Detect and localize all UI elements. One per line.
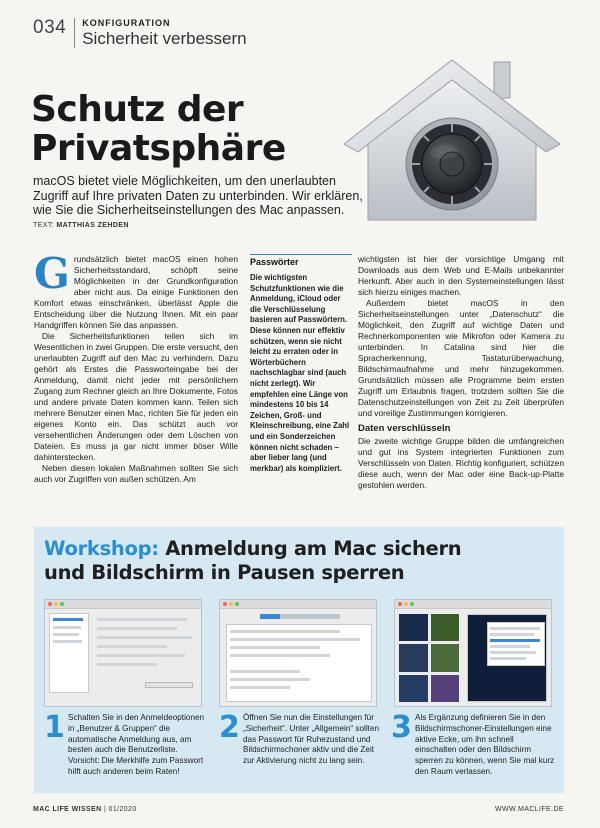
option-row bbox=[230, 670, 300, 673]
window-titlebar bbox=[45, 600, 201, 609]
footer-magazine: MAC LIFE WISSEN bbox=[33, 806, 102, 813]
selected-user-row bbox=[53, 618, 83, 621]
window-titlebar bbox=[220, 600, 376, 609]
zoom-dot-icon bbox=[60, 602, 64, 606]
header-section-block bbox=[82, 18, 246, 48]
option-row bbox=[97, 663, 157, 666]
col3-paragraph-1: wichtigsten ist hier der vorsichtige Umgang mit Downloads aus dem Web und E-Mails unbekannter Herkunft. Aber auch in den Systemeinstellungen lässt sich hierzu einiges machen. bbox=[358, 254, 564, 297]
workshop-title bbox=[44, 537, 461, 585]
zoom-dot-icon bbox=[410, 602, 414, 606]
option-row bbox=[230, 638, 360, 641]
option-row bbox=[230, 654, 330, 657]
thumbnail bbox=[399, 614, 428, 641]
col1-paragraph-1: rundsätzlich bietet macOS einen hohen Sicherheitsstandard, schöpft seine Möglichkeiten in der Grundkonfiguration aber nicht aus. Da einige Funktionen den Komfort etwas einschränken, überlässt Apple die Entscheidung über die Nutzung Ihnen. Mit ein paar Handgriffen können Sie das anpassen. bbox=[34, 254, 238, 330]
user-row bbox=[53, 640, 82, 643]
close-dot-icon bbox=[398, 602, 402, 606]
step-text: Schalten Sie in den Anmeldeoptionen in „Benutzer & Gruppen“ die automatische Anmeldung aus, am besten auch die Benutzerliste. Vorsicht: Die Merkhilfe zum Passwort hilft auch anderen beim Raten! bbox=[68, 713, 205, 776]
option-row bbox=[230, 646, 320, 649]
step-text: Als Ergänzung definieren Sie in den Bildschirmschoner-Einstellungen eine aktive Ecke, um ihn schnell einschalten oder den Bildschirm sperren zu können, wenn Sie mal kurz den Raum verlassen. bbox=[415, 713, 555, 776]
author-name: MATTHIAS ZEHDEN bbox=[56, 222, 129, 229]
subsection-label: Sicherheit verbessern bbox=[82, 29, 247, 48]
settings-pane bbox=[226, 624, 372, 702]
menu-row bbox=[490, 627, 540, 630]
sidebar-text: Die wichtigsten Schutzfunktionen wie die Anmeldung, iCloud oder die Verschlüsselung basieren auf Passwörtern. Diese können nur effektiv schützen, wenn sie nicht leicht zu erraten oder in Wörterbüchern nachschlagbar sind (auch nicht zerlegt). Wir empfehlen eine Länge von mindestens 10 bis 14 Zeichen, Groß- und Kleinschreibung, eine Zahl und ein Sonderzeichen können nicht schaden – aber lieber lang (und merkbar) als kompliziert. bbox=[250, 273, 350, 473]
col3-paragraph-2: Außerdem bietet macOS in den Sicherheitseinstellungen unter „Datenschutz“ die Möglichkeit, den Zugriff auf wichtige Daten und Rechnerkomponenten wie Mikrofon oder Kamera zu unterbinden. In Catalina sind hier die Spracherkennung, Tastaturüberwachung, Bildschirmaufnahme und mehr hinzugekommen. Grundsätzlich müssen alle Programme beim ersten Zugriff um Erlaubnis fragen, trotzdem sollten Sie die Datenschutzeinstellungen von Zeit zu Zeit überprüfen und voreilige Zustimmungen korrigieren. bbox=[358, 298, 564, 418]
thumbnail bbox=[431, 614, 460, 641]
col3-heading: Daten verschlüsseln bbox=[358, 423, 451, 434]
option-row bbox=[97, 627, 177, 630]
author-line bbox=[33, 222, 129, 229]
workshop-title-line-2: und Bildschirm in Pausen sperren bbox=[44, 561, 405, 584]
menu-row bbox=[490, 645, 530, 648]
option-row bbox=[230, 630, 340, 633]
screenshot-screensaver bbox=[394, 599, 552, 707]
sidebar-rule bbox=[250, 254, 352, 255]
user-list-pane bbox=[49, 613, 89, 693]
option-row bbox=[230, 678, 310, 681]
option-row bbox=[230, 686, 290, 689]
dropcap: G bbox=[34, 249, 70, 298]
active-tab bbox=[260, 614, 280, 619]
option-row bbox=[97, 636, 192, 639]
menu-row bbox=[490, 651, 536, 654]
page-number: 034 bbox=[33, 17, 67, 38]
option-row bbox=[97, 645, 167, 648]
section-label: KONFIGURATION bbox=[82, 18, 171, 28]
menu-row-selected bbox=[490, 639, 540, 642]
workshop-title-rest: Anmeldung am Mac sichern bbox=[158, 537, 462, 560]
step-number: 3 bbox=[391, 710, 412, 745]
sidebar-title: Passwörter bbox=[250, 257, 299, 267]
option-row bbox=[97, 654, 185, 657]
screenshot-users-groups bbox=[44, 599, 202, 707]
dropdown bbox=[145, 682, 193, 688]
user-row bbox=[53, 633, 79, 636]
close-dot-icon bbox=[48, 602, 52, 606]
column-3 bbox=[358, 254, 564, 491]
workshop-box bbox=[34, 527, 564, 793]
thumbnail bbox=[431, 675, 460, 702]
close-dot-icon bbox=[223, 602, 227, 606]
column-1 bbox=[34, 249, 238, 485]
workshop-keyword: Workshop: bbox=[44, 537, 159, 560]
thumbnail bbox=[431, 644, 460, 671]
footer-url: WWW.MACLIFE.DE bbox=[495, 806, 564, 813]
zoom-dot-icon bbox=[235, 602, 239, 606]
author-prefix: TEXT: bbox=[33, 222, 55, 229]
step-number: 2 bbox=[219, 710, 240, 745]
screenshot-security bbox=[219, 599, 377, 707]
menu-row bbox=[490, 633, 534, 636]
workshop-step-3 bbox=[391, 710, 556, 778]
page-header bbox=[33, 18, 247, 52]
col3-paragraph-3: Die zweite wichtige Gruppe bilden die umfangreichen und gut ins System integrierten Funktionen zum Verschlüsseln von Daten. Richtig konfiguriert, schützen diese auch, wenn der Mac oder eine Back-up-Platte gestohlen werden. bbox=[358, 436, 564, 490]
menu-row bbox=[490, 657, 526, 660]
article-lead: macOS bietet viele Möglichkeiten, um den unerlaubten Zugriff auf Ihre privaten Daten zu unterbinden. Wir erklären, wie Sie die Sicherheitseinstellungen des Mac anpassen. bbox=[33, 174, 363, 217]
thumbnail bbox=[399, 644, 428, 671]
vault-house-icon bbox=[338, 52, 566, 224]
step-text: Öffnen Sie nun die Einstellungen für „Sicherheit“. Unter „Allgemein“ sollten das Passwort für Ruhezustand und Bildschirmschoner aktiv und die Zeit zur Aktivierung nicht zu lang sein. bbox=[243, 713, 380, 766]
title-line-1: Schutz der bbox=[31, 89, 244, 130]
window-titlebar bbox=[395, 600, 551, 609]
article-title bbox=[31, 90, 331, 168]
thumbnail bbox=[399, 675, 428, 702]
col1-paragraph-2: Die Sicherheitsfunktionen teilen sich im Wesentlichen in zwei Gruppen. Die erste versucht, den unerlaubten Zugriff auf den Mac zu verhindern. Dazu gehört als Erstes die Passworteingabe bei der Anmeldung, damit nicht jeder mit persönlichem Zugang zum Rechner gleich an Ihre Dokumente, Fotos und andere private Daten kommen kann. Teilen sich mehrere Benutzer einen Mac, richten Sie für jeden ein eigenes Konto ein. Das schützt auch vor versehentlichen Änderungen oder dem Löschen von Dateien. Es muss ja gar nicht immer böser Wille dahinterstecken. bbox=[34, 331, 238, 462]
header-divider bbox=[74, 18, 75, 48]
workshop-step-1 bbox=[44, 710, 209, 778]
screensaver-thumbnails bbox=[399, 614, 459, 702]
minimize-dot-icon bbox=[404, 602, 408, 606]
minimize-dot-icon bbox=[54, 602, 58, 606]
workshop-step-2 bbox=[219, 710, 384, 767]
col1-paragraph-3: Neben diesen lokalen Maßnahmen sollten Sie sich auch vor Zugriffen von außen schützen. Am bbox=[34, 463, 238, 484]
sidebar-box bbox=[250, 254, 352, 474]
option-row bbox=[97, 618, 187, 621]
title-line-2: Privatsphäre bbox=[31, 128, 286, 169]
user-row bbox=[53, 626, 81, 629]
minimize-dot-icon bbox=[229, 602, 233, 606]
footer-left bbox=[33, 806, 137, 813]
step-number: 1 bbox=[44, 710, 65, 745]
footer-issue: | 01/2020 bbox=[101, 806, 137, 813]
